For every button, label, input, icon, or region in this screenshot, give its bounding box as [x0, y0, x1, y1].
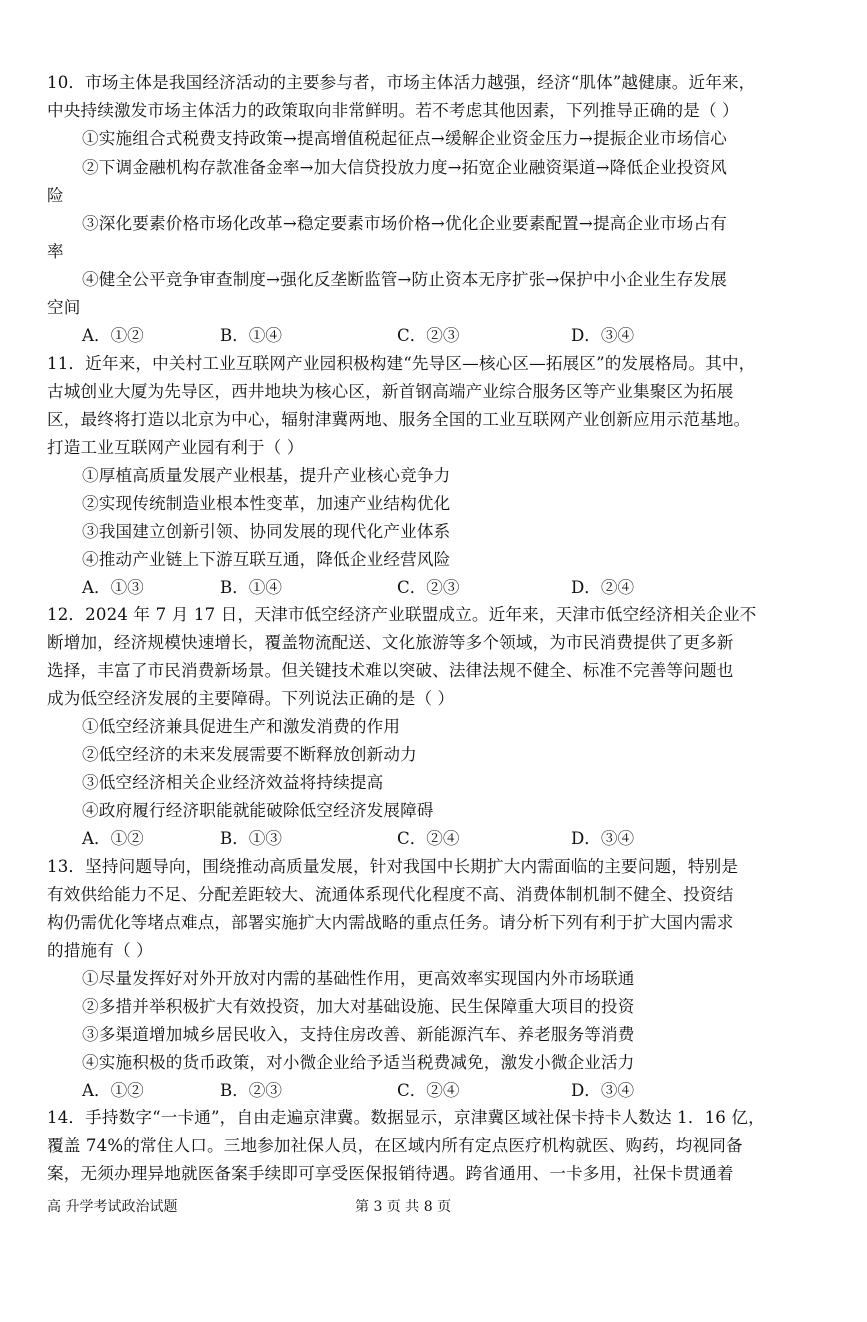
q12-option-d: D．③④ [571, 829, 635, 848]
q11-option-a: A．①③ [82, 578, 144, 597]
q12-stem-line-3: 选择，丰富了市民消费新场景。但关键技术难以突破、法律法规不健全、标准不完善等问题也 [47, 661, 734, 680]
q10-option-b: B．①④ [220, 326, 282, 345]
q13-option-c: C．②④ [397, 1081, 460, 1100]
q14-stem-line-3: 案，无须办理异地就医备案手续即可享受医保报销待遇。跨省通用、一卡多用，社保卡贯通着 [47, 1164, 734, 1183]
q12-option-b: B．①③ [220, 829, 282, 848]
q12-item-4: ④政府履行经济职能就能破除低空经济发展障碍 [82, 801, 434, 820]
q11-option-c: C．②③ [397, 578, 460, 597]
q10-item-3-cont: 率 [47, 242, 64, 261]
q11-stem-line-1: 11．近年来，中关村工业互联网产业园积极构建“先导区—核心区—拓展区”的发展格局。其中， [47, 354, 756, 373]
q11-item-4: ④推动产业链上下游互联互通，降低企业经营风险 [82, 550, 451, 569]
q13-option-d: D．③④ [571, 1081, 635, 1100]
q10-option-c: C．②③ [397, 326, 460, 345]
q10-item-2: ②下调金融机构存款准备金率→加大信贷投放力度→拓宽企业融资渠道→降低企业投资风 [82, 158, 727, 177]
q11-item-2: ②实现传统制造业根本性变革，加速产业结构优化 [82, 494, 451, 513]
q10-item-4-cont: 空间 [47, 298, 81, 317]
q13-stem-line-3: 构仍需优化等堵点难点，部署实施扩大内需战略的重点任务。请分析下列有利于扩大国内需求 [47, 913, 734, 932]
q12-item-3: ③低空经济相关企业经济效益将持续提高 [82, 773, 384, 792]
q11-stem-line-3: 区，最终将打造以北京为中心，辐射津冀两地、服务全国的工业互联网产业创新应用示范基地。 [47, 410, 751, 429]
q13-item-1: ①尽量发挥好对外开放对内需的基础性作用，更高效率实现国内外市场联通 [82, 969, 635, 988]
q11-option-d: D．②④ [571, 578, 635, 597]
q13-stem-line-2: 有效供给能力不足、分配差距较大、流通体系现代化程度不高、消费体制机制不健全、投资结 [47, 885, 734, 904]
q11-stem-line-4: 打造工业互联网产业园有利于（ ） [47, 438, 304, 457]
q14-stem-line-2: 覆盖 74%的常住人口。三地参加社保人员，在区域内所有定点医疗机构就医、购药，均视同备 [47, 1136, 743, 1155]
q10-item-1: ①实施组合式税费支持政策→提高增值税起征点→缓解企业资金压力→提振企业市场信心 [82, 129, 727, 148]
q12-item-1: ①低空经济兼具促进生产和激发消费的作用 [82, 717, 401, 736]
footer-page-number: 第 3 页 共 8 页 [355, 1199, 452, 1215]
q10-stem-line-2: 中央持续激发市场主体活力的政策取向非常鲜明。若不考虑其他因素，下列推导正确的是（ ） [47, 101, 739, 120]
q13-item-2: ②多措并举积极扩大有效投资，加大对基础设施、民生保障重大项目的投资 [82, 997, 635, 1016]
q12-stem-line-1: 12．2024 年 7 月 17 日，天津市低空经济产业联盟成立。近年来，天津市低空经济相关企业不 [47, 605, 757, 624]
q10-option-a: A．①② [82, 326, 144, 345]
q13-stem-line-4: 的措施有（ ） [47, 941, 153, 960]
q12-stem-line-4: 成为低空经济发展的主要障碍。下列说法正确的是（ ） [47, 689, 455, 708]
q12-option-a: A．①② [82, 829, 144, 848]
q11-stem-line-2: 古城创业大厦为先导区，西井地块为核心区，新首钢高端产业综合服务区等产业集聚区为拓展 [47, 382, 734, 401]
q13-option-b: B．②③ [220, 1081, 282, 1100]
q12-stem-line-2: 断增加，经济规模快速增长，覆盖物流配送、文化旅游等多个领域，为市民消费提供了更多新 [47, 633, 734, 652]
q10-option-d: D．③④ [571, 326, 635, 345]
footer-exam-title: 高 升学考试政治试题 [47, 1199, 178, 1215]
q10-item-2-cont: 险 [47, 186, 64, 205]
q10-stem-line-1: 10．市场主体是我国经济活动的主要参与者，市场主体活力越强，经济“肌体”越健康。近年来， [47, 73, 756, 92]
q11-item-1: ①厚植高质量发展产业根基，提升产业核心竞争力 [82, 466, 451, 485]
q12-item-2: ②低空经济的未来发展需要不断释放创新动力 [82, 745, 417, 764]
q11-item-3: ③我国建立创新引领、协同发展的现代化产业体系 [82, 522, 451, 541]
q10-item-3: ③深化要素价格市场化改革→稳定要素市场价格→优化企业要素配置→提高企业市场占有 [82, 214, 727, 233]
q14-stem-line-1: 14．手持数字“一卡通”，自由走遍京津冀。数据显示，京津冀区域社保卡持卡人数达 1．16 亿， [47, 1108, 765, 1127]
q13-stem-line-1: 13．坚持问题导向，围绕推动高质量发展，针对我国中长期扩大内需面临的主要问题，特别是 [47, 857, 739, 876]
q13-item-3: ③多渠道增加城乡居民收入，支持住房改善、新能源汽车、养老服务等消费 [82, 1025, 635, 1044]
q10-item-4: ④健全公平竞争审查制度→强化反垄断监管→防止资本无序扩张→保护中小企业生存发展 [82, 270, 727, 289]
q13-option-a: A．①② [82, 1081, 144, 1100]
q12-option-c: C．②④ [397, 829, 460, 848]
q11-option-b: B．①④ [220, 578, 282, 597]
q13-item-4: ④实施积极的货币政策，对小微企业给予适当税费减免，激发小微企业活力 [82, 1053, 635, 1072]
